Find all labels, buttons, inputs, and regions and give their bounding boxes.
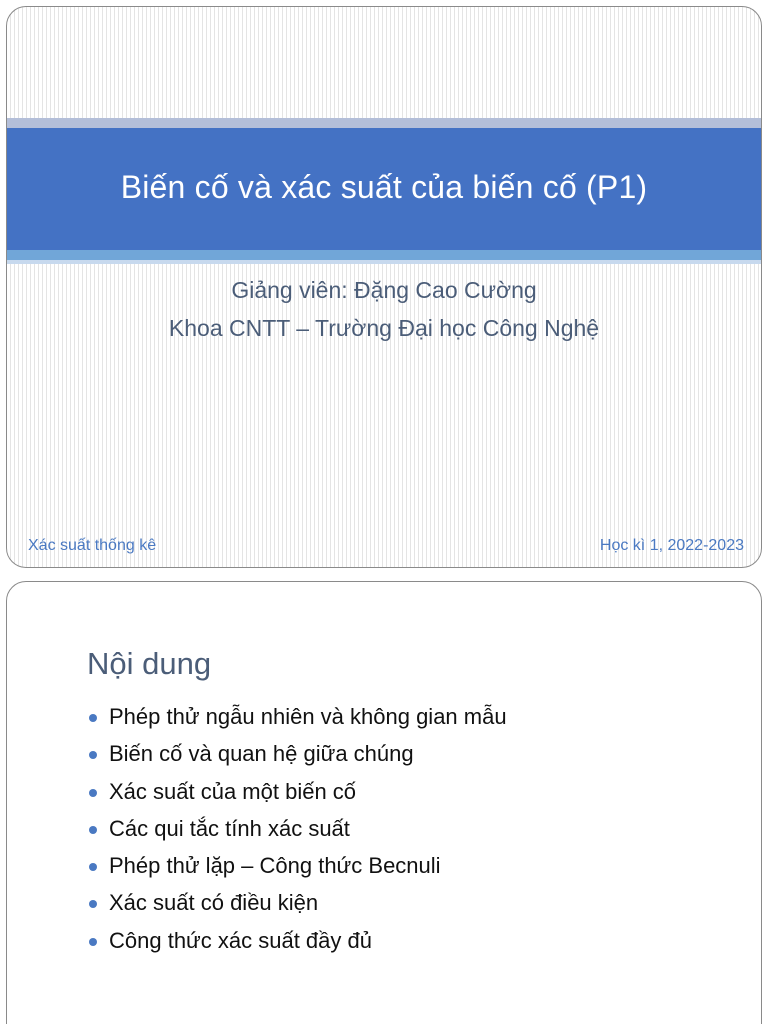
title-slide	[6, 6, 762, 568]
bullet-icon	[89, 714, 97, 722]
list-item	[89, 777, 507, 814]
lecturer-line: Giảng viên: Đặng Cao Cường	[231, 277, 537, 303]
slide-title: Biến cố và xác suất của biến cố (P1)	[120, 168, 648, 205]
faculty-line: Khoa CNTT – Trường Đại học Công Nghệ	[168, 315, 600, 341]
list-item	[89, 851, 507, 888]
bullet-icon	[89, 900, 97, 908]
bullet-icon	[89, 751, 97, 759]
title-band-bottom	[7, 250, 761, 260]
list-item	[89, 888, 507, 925]
list-item	[89, 739, 507, 776]
list-item-text: Công thức xác suất đầy đủ	[109, 927, 372, 953]
list-item-text: Các qui tắc tính xác suất	[109, 815, 350, 841]
title-band-bottom-light	[7, 260, 761, 264]
list-item	[89, 926, 507, 963]
list-item-text: Phép thử lặp – Công thức Becnuli	[109, 853, 441, 879]
contents-heading: Nội dung	[87, 646, 212, 681]
list-item	[89, 702, 507, 739]
list-item-text: Biến cố và quan hệ giữa chúng	[109, 741, 414, 767]
list-item-text: Xác suất có điều kiện	[109, 890, 319, 916]
list-item-text: Xác suất của một biến cố	[109, 778, 357, 804]
bullet-icon	[89, 938, 97, 946]
bullet-icon	[89, 789, 97, 797]
contents-list	[89, 702, 507, 963]
list-item-text: Phép thử ngẫu nhiên và không gian mẫu	[109, 704, 507, 729]
bullet-icon	[89, 863, 97, 871]
title-bar	[7, 128, 761, 250]
list-item	[89, 814, 507, 851]
footer-course: Xác suất thống kê	[28, 537, 157, 554]
footer-semester: Học kì 1, 2022-2023	[599, 537, 744, 554]
title-band-top	[7, 118, 761, 128]
contents-slide	[6, 581, 762, 1024]
bullet-icon	[89, 826, 97, 834]
